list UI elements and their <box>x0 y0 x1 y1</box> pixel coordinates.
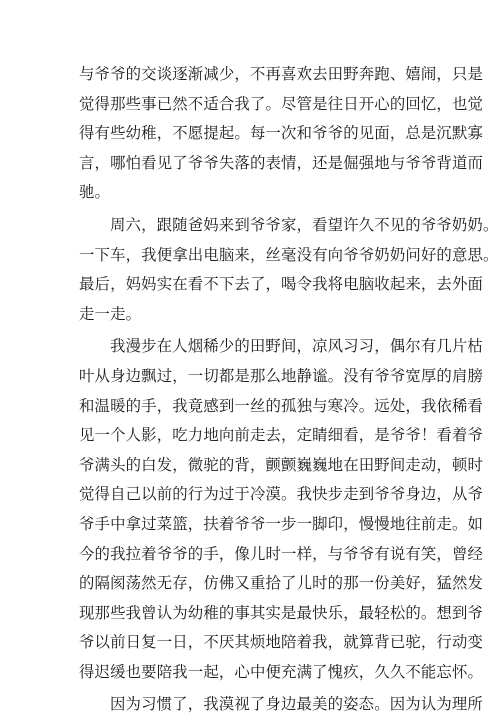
paragraph-2 <box>79 211 499 329</box>
text-line: 得有些幼稚，不愿提起。每一次和爷爷的见面，总是沉默寡 <box>79 124 484 143</box>
text-line: 走一走。 <box>79 304 142 323</box>
text-line: 驰。 <box>79 183 111 202</box>
text-line: 我漫步在人烟稀少的田野间，凉风习习，偶尔有几片枯 <box>110 337 483 356</box>
text-line: 爷手中拿过菜篮，扶着爷爷一步一脚印，慢慢地往前走。如 <box>79 514 484 533</box>
document-page <box>79 60 499 723</box>
text-line: 现那些我曾认为幼稚的事其实是最快乐，最轻松的。想到爷 <box>79 603 484 622</box>
text-line: 与爷爷的交谈逐渐减少，不再喜欢去田野奔跑、嬉闹，只是 <box>79 65 484 83</box>
text-line: 爷以前日复一日，不厌其烦地陪着我，就算背已驼，行动变 <box>79 633 484 652</box>
paragraph-1 <box>79 60 484 208</box>
text-line: 最后，妈妈实在看不下去了，喝令我将电脑收起来，去外面 <box>79 275 484 294</box>
paragraph-4 <box>79 690 483 720</box>
text-line: 的隔阂荡然无存，仿佛又重拾了儿时的那一份美好，猛然发 <box>79 574 484 593</box>
text-line: 觉得自己以前的行为过于冷漠。我快步走到爷爷身边，从爷 <box>79 485 484 504</box>
text-line: 因为习惯了，我漠视了身边最美的姿态。因为认为理所 <box>110 695 483 714</box>
text-line: 觉得那些事已然不适合我了。尽管是往日开心的回忆，也觉 <box>79 94 484 113</box>
text-line: 一下车，我便拿出电脑来，丝毫没有向爷爷奶奶问好的意思。 <box>79 245 499 264</box>
text-line: 周六，跟随爸妈来到爷爷家，看望许久不见的爷爷奶奶。 <box>110 215 499 234</box>
text-line: 言，哪怕看见了爷爷失落的表情，还是倔强地与爷爷背道而 <box>79 153 484 172</box>
text-line: 得迟缓也要陪我一起，心中便充满了愧疚，久久不能忘怀。 <box>79 662 484 681</box>
text-line: 爷满头的白发，微驼的背，颤颤巍巍地在田野间走动，顿时 <box>79 455 484 474</box>
text-line: 今的我拉着爷爷的手，像儿时一样，与爷爷有说有笑，曾经 <box>79 544 484 563</box>
text-line: 见一个人影，吃力地向前走去，定睛细看，是爷爷！看着爷 <box>79 426 484 445</box>
paragraph-3 <box>79 332 484 687</box>
text-line: 叶从身边飘过，一切都是那么地静谧。没有爷爷宽厚的肩膀 <box>79 366 484 385</box>
text-line: 和温暖的手，我竟感到一丝的孤独与寒冷。远处，我依稀看 <box>79 396 484 415</box>
